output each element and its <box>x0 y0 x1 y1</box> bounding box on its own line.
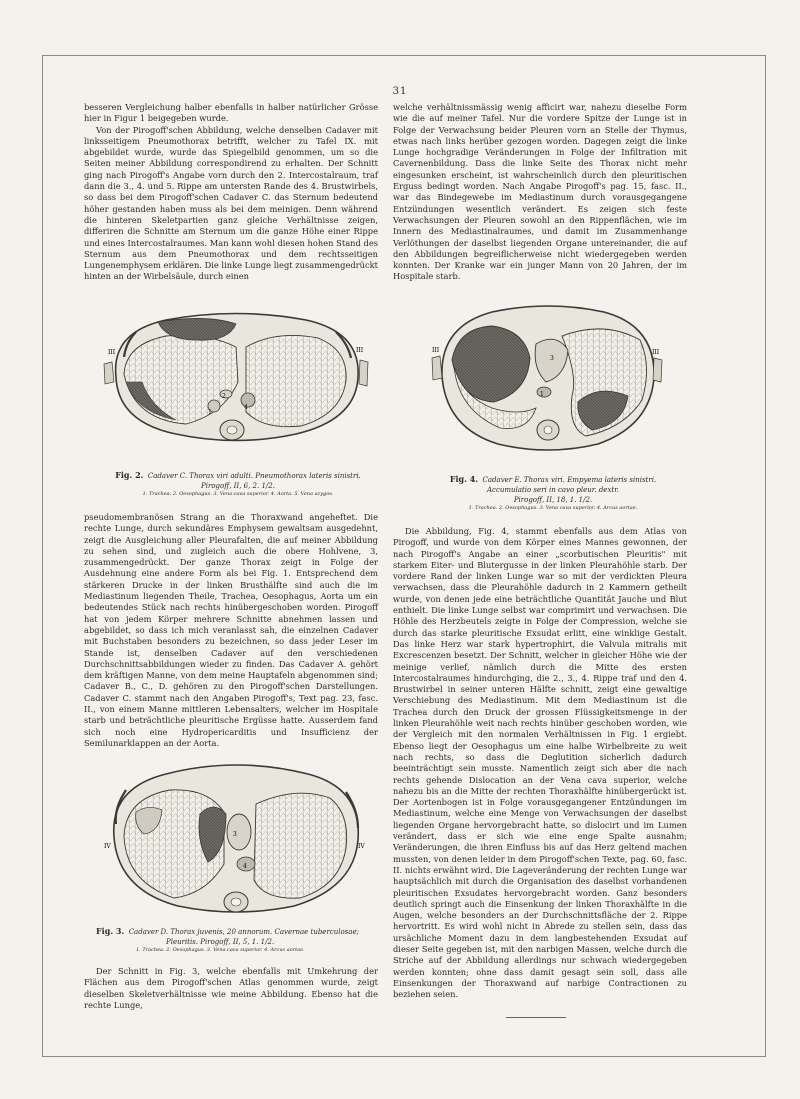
caption-line: Cadaver E. Thorax viri. Empyema lateris sinistri. <box>482 476 657 484</box>
svg-text:IV: IV <box>358 843 365 850</box>
caption-line: Cadaver C. Thorax viri adulti. Pneumothorax lateris sinistri. <box>147 472 361 480</box>
paragraph: Die Abbildung, Fig. 4, stammt ebenfalls aus dem Atlas von Pirogoff, und wurde von dem Körper eines Mannes gewonnen, der nach Pirogoff's Angabe an einer „scorbutischen Pleuritis" mit starkem Eiter- und Blutergusse in der linken Pleurahöhle starb. Der vordere Rand der linken Lunge war so mit der verdickten Pleura verwachsen, dass die Pleurahöhle dadurch in 2 Kammern getheilt wurde, von denen jede eine beträchtliche Quantität Jauche und Blut enthielt. Die linke Lunge selbst war comprimirt und verwachsen. Die Höhle des Herzbeutels zeigte in Folge der Compression, welche sie durch das starke pleuritische Exsudat erlitt, eine winklige Gestalt. Das linke Herz war stark hypertrophirt, die Valvula mitralis mit Excrescenzen besetzt. Der Schnitt, welcher in gleicher Höhe wie der meinige verlief, nämlich durch die Mitte des ersten Intercostalraumes hindurchging, die 2., 3., 4. Rippe traf und den 4. Brustwirbel in seiner unteren Hälfte schnitt, zeigt eine gewaltige Verschiebung des Mediastinum. Mit dem Mediastinum ist die Trachea durch den Druck der grossen Flüssigkeitsmenge in der linken Pleurahöhle weit nach rechts hinüber geschoben worden, wie der Vergleich mit den normalen Verhältnissen in Fig. 1 ergiebt. Ebenso liegt der Oesophagus um eine halbe Wirbelbreite zu weit nach rechts, so dass die Deglutition sicherlich dadurch beeinträchtigt sein musste. Namentlich zeigt sich aber die nach rechts gehende Dislocation an der Vena cava superior, welche nahezu bis an die Mitte der rechten Thoraxhälfte hinübergerückt ist. Der Aortenbogen ist in Folge vorausgegangener Entzündungen im Mediastinum, welche eine Menge von Verwachsungen der daselbst liegenden Organe hervorgebracht hatte, so dislocirt und im Lumen verändert, dass er sich wie eine enge Spalte ausnahm; Veränderungen, die ihren Einfluss bis auf das Herz geltend machen mussten, von denen leider in dem Pirogoff'schen Texte, pag. 60, fasc. II. nichts erwähnt wird. Die Lageveränderung der rechten Lunge war hauptsächlich mit durch die Organisation des daselbst vorhandenen pleuritischen Exsudates hervorgebracht worden. Ganz besonders deutlich springt auch die Einsenkung der linken Thoraxhälfte in die Augen, welche besonders an der Durchschnittsfläche der 2. Rippe hervortritt. Es wird wohl nicht in Abrede zu stellen sein, dass das ursächliche Moment dazu in dem langbestehenden Exsudat auf dieser Seite gegeben ist, mit den narbigen Massen, welche durch die Striche auf der Abbildung allerdings nur schwach wiedergegeben werden konnten; ohne dass damit gesagt sein soll, dass alle Einsenkungen der Thoraxwand auf narbige Contractionen zu beziehen seien. <box>393 526 687 1000</box>
svg-text:III: III <box>432 347 440 354</box>
svg-text:3: 3 <box>233 831 237 838</box>
caption-line: Pirogoff, II, 6, 2. 1/2. <box>201 482 275 490</box>
svg-text:III: III <box>356 347 364 354</box>
left-column-top <box>84 102 378 283</box>
left-column-bottom <box>84 966 378 1011</box>
end-rule <box>506 1017 566 1018</box>
caption-line: Cadaver D. Thorax juvenis, 20 annorum. Cavernae tuberculosae; <box>128 928 359 936</box>
figure-label: Fig. 2. <box>115 470 144 480</box>
paragraph: pseudomembranösen Strang an die Thoraxwand angeheftet. Die rechte Lunge, durch sekundäres Emphysem gewaltsam ausgedehnt, zeigt die Ausgleichung aller Pleurafalten, die auf meiner Abbildung zu sehen sind, und zugleich auch die obere Hohlvene, 3, zusammengedrückt. Der ganze Thorax zeigt in Folge der Ausdehnung eine andere Form als bei Fig. 1. Entsprechend dem stärkeren Drucke in der linken Brusthälfte sind auch die im Mediastinum liegenden Theile, Trachea, Oesophagus, Aorta um ein bedeutendes Stück nach rechts hinübergeschoben worden. Pirogoff hat von jedem Körper mehrere Schnitte abnehmen lassen und abgebildet, so dass ich mich veranlasst sah, die einzelnen Cadaver mit Buchstaben besonders zu bezeichnen, so dass jeder Leser im Stande ist, denselben Cadaver auf den verschiedenen Durchschnittsabbildungen wieder zu finden. Das Cadaver A. gehört dem kräftigen Manne, von dem meine Hauptafeln abgenommen sind; Cadaver B., C., D. gehören zu den Pirogoff'schen Darstellungen. Cadaver C. stammt nach den Angaben Pirogoff's, Text pag. 23, fasc. II., von einem Manne mittleren Lebensalters, welcher im Hospitale starb und beträchtliche pleuritische Ergüsse hatte. Ausserdem fand sich noch eine Hydropericarditis und Insufficienz der Semilunarklappen an der Aorta. <box>84 512 378 748</box>
svg-text:4: 4 <box>244 404 248 411</box>
caption-line: Pleuritis. Pirogoff, II, 5, 1. 1/2. <box>166 938 275 946</box>
caption-line: Accumulatio seri in cavo pleur. dextr. <box>486 486 620 494</box>
paragraph: Der Schnitt in Fig. 3, welche ebenfalls mit Umkehrung der Flächen aus dem Pirogoff'schen Atlas genommen wurde, zeigt dieselben Skeletverhältnisse wie meine Abbildung. Ebenso hat die rechte Lunge, <box>84 966 378 1010</box>
figure-4-thorax-section <box>428 296 668 458</box>
svg-text:4: 4 <box>243 863 247 870</box>
paragraph: besseren Vergleichung halber ebenfalls in halber natürlicher Grösse hier in Figur 1 beigegeben wurde. <box>84 102 378 124</box>
figure-2-caption <box>96 470 380 498</box>
paragraph: Von der Pirogoff'schen Abbildung, welche denselben Cadaver mit linksseitigem Pneumothorax betrifft, welcher zu Tafel IX. mit abgebildet wurde, wurde das Spiegelbild genommen, um so die Seiten meiner Abbildung correspondirend zu erhalten. Der Schnitt ging nach Pirogoff's Angabe vorn durch den 2. Intercostalraum, traf dann die 3., 4. und 5. Rippe am untersten Rande des 4. Brustwirbels, so dass bei dem Pirogoff'schen Cadaver C. das Sternum bedeutend höher gestanden haben muss als bei dem meinigen. Denn während die hinteren Skeletpartien ganz gleiche Verhältnisse zeigen, differiren die Schnitte am Sternum um die ganze Höhe einer Rippe und eines Intercostalraumes. Man kann wohl diesen hohen Stand des Sternum aus dem Pneumothorax und dem rechtsseitigen Lungenemphysem erklären. Die linke Lunge liegt zusammengedrückt hinten an der Wirbelsäule, durch einen <box>84 124 378 282</box>
caption-line: Pirogoff, II, 18, 1. 1/2. <box>513 496 593 504</box>
svg-text:1: 1 <box>208 409 212 416</box>
figure-2-thorax-section <box>96 302 376 452</box>
svg-text:IV: IV <box>104 843 111 850</box>
svg-text:1: 1 <box>540 391 544 398</box>
figure-legend: 1. Trachea. 2. Oesophagus. 3. Vena cava superior. 4. Arcus aortae. <box>468 505 638 511</box>
figure-3-caption <box>96 926 380 954</box>
figure-3-thorax-section <box>96 752 376 922</box>
left-column-middle <box>84 512 378 749</box>
figure-label: Fig. 4. <box>449 474 479 484</box>
figure-legend: 1. Trachea. 2. Oesophagus. 3. Vena cava superior. 4. Aorta. 5. Vena azygos. <box>142 491 334 497</box>
svg-text:3: 3 <box>550 355 554 362</box>
svg-text:III: III <box>652 349 660 356</box>
svg-text:2: 2 <box>222 393 226 400</box>
figure-label: Fig. 3. <box>96 926 125 936</box>
right-column-bottom <box>393 526 687 1000</box>
figure-legend: 1. Trachea. 2. Oesophagus. 3. Vena cava superior. 4. Arcus aortae. <box>136 947 305 953</box>
page-number: 31 <box>392 86 408 97</box>
right-column-top <box>393 102 687 283</box>
paragraph: welche verhältnissmässig wenig afficirt war, nahezu dieselbe Form wie die auf meiner Tafel. Nur die vordere Spitze der Lunge ist in Folge der Verwachsung beider Pleuren vorn an Stelle der Thymus, etwas nach links herüber gezogen worden. Dagegen zeigt die linke Lunge hochgradige Veränderungen in Folge der Infiltration mit Cavernenbildung. Dass die linke Seite des Thorax nicht mehr eingesunken erscheint, ist wahrscheinlich durch den pleuritischen Erguss bedingt worden. Nach Angabe Pirogoff's pag. 15, fasc. II., war das Bindegewebe im Mediastinum durch vorausgegangene Entzündungen wesentlich verändert. Es zeigen sich feste Verwachsungen der Pleuren sowohl an den Rippenflächen, wie im Innern des Mediastinalraumes, und damit im Zusammenhange Verlöthungen der daselbst liegenden Organe untereinander, die auf den Abbildungen begreiflicherweise nicht wiedergegeben werden konnten. Der Kranke war ein junger Mann von 20 Jahren, der im Hospitale starb. <box>393 102 687 282</box>
figure-4-caption <box>422 474 684 512</box>
svg-text:III: III <box>108 349 116 356</box>
